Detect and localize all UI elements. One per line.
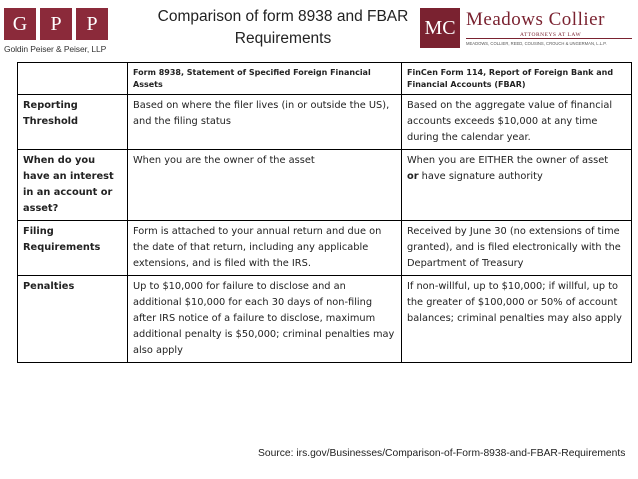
- mc-tagline: ATTORNEYS AT LAW: [520, 32, 582, 38]
- gpp-letter-boxes: [4, 8, 112, 40]
- gpp-letter-g: G: [4, 8, 36, 40]
- row-label-reporting-threshold: Reporting Threshold: [18, 95, 128, 150]
- header-form-8938: Form 8938, Statement of Specified Foreign Financial Assets: [128, 63, 402, 95]
- table-row: [18, 276, 632, 363]
- cell-fbar-interest: [402, 150, 632, 221]
- mc-monogram: MC: [420, 8, 460, 48]
- gpp-firm-name: Goldin Peiser & Peiser, LLP: [4, 44, 107, 54]
- table-row: [18, 150, 632, 221]
- mc-partners: MEADOWS, COLLIER, REED, COUSINS, CROUCH & UNGERMAN, L.L.P.: [466, 41, 607, 46]
- table-header-row: [18, 63, 632, 95]
- cell-fbar-filing: Received by June 30 (no extensions of time granted), and is filed electronically with the Department of Treasury: [402, 221, 632, 276]
- row-label-interest: When do you have an interest in an account or asset?: [18, 150, 128, 221]
- title-line-1: Comparison of form 8938 and FBAR: [157, 8, 409, 25]
- header-fbar: FinCen Form 114, Report of Foreign Bank and Financial Accounts (FBAR): [402, 63, 632, 95]
- row-label-filing-requirements: Filing Requirements: [18, 221, 128, 276]
- gpp-letter-p1: P: [40, 8, 72, 40]
- cell-8938-interest: When you are the owner of the asset: [128, 150, 402, 221]
- cell-fbar-penalties: If non-willful, up to $10,000; if willful, up to the greater of $100,000 or 50% of account balances; criminal penalties may also apply: [402, 276, 632, 363]
- meadows-collier-logo: [420, 8, 634, 54]
- cell-fbar-reporting-threshold: Based on the aggregate value of financial accounts exceeds $10,000 at any time during the calendar year.: [402, 95, 632, 150]
- cell-8938-reporting-threshold: Based on where the filer lives (in or outside the US), and the filing status: [128, 95, 402, 150]
- fbar-interest-prefix: When you are EITHER the owner of asset: [407, 155, 609, 166]
- page-title: [128, 6, 438, 50]
- comparison-table: [17, 62, 632, 363]
- fbar-interest-suffix: have signature authority: [418, 171, 543, 182]
- gpp-letter-p2: P: [76, 8, 108, 40]
- fbar-interest-bold: or: [407, 171, 419, 182]
- mc-divider: [466, 38, 632, 39]
- cell-8938-filing: Form is attached to your annual return and due on the date of that return, including any applicable extensions, and is filed with the IRS.: [128, 221, 402, 276]
- cell-8938-penalties: Up to $10,000 for failure to disclose and an additional $10,000 for each 30 days of non-filing after IRS notice of a failure to disclose, maximum additional penalty is $50,000; criminal penalties may also apply: [128, 276, 402, 363]
- table-row: [18, 95, 632, 150]
- row-label-penalties: Penalties: [18, 276, 128, 363]
- mc-firm-name: Meadows Collier: [466, 9, 605, 30]
- source-note: Source: irs.gov/Businesses/Comparison-of-Form-8938-and-FBAR-Requirements: [258, 448, 626, 459]
- title-line-2: Requirements: [234, 30, 332, 47]
- gpp-logo: [4, 8, 112, 58]
- header-cell-empty: [18, 63, 128, 95]
- table-row: [18, 221, 632, 276]
